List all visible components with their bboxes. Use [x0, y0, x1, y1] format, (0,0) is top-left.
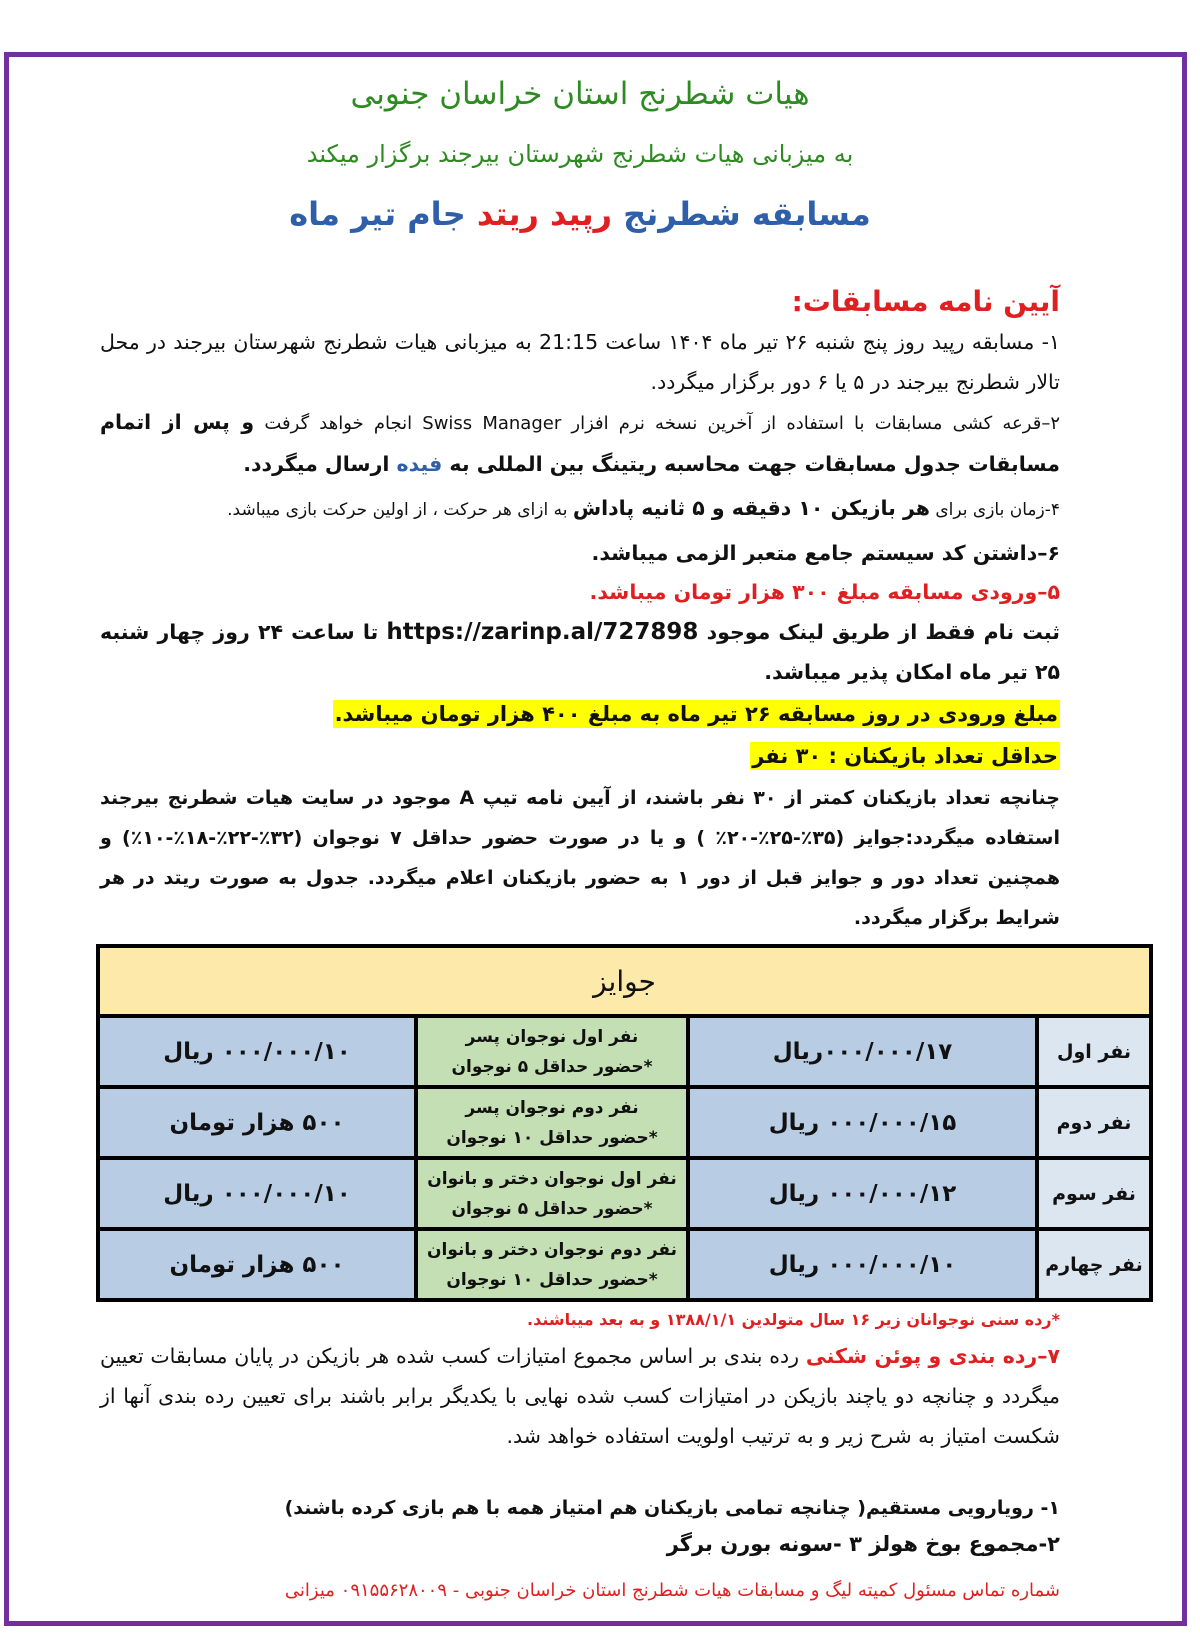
highlight-entry-fee: مبلغ ورودی در روز مسابقه ۲۶ تیر ماه به مبلغ ۴۰۰ هزار تومان میباشد.	[334, 702, 1058, 726]
prize-row	[98, 1016, 1151, 1087]
teen-prize-title: نفر اول نوجوان دختر و بانوان	[427, 1168, 677, 1189]
prize-row	[98, 1087, 1151, 1158]
registration-b: تا ساعت ۲۴ روز چهار شنبه ۲۵ تیر ماه امکان پذیر میباشد.	[100, 620, 1060, 684]
prize-rank: نفر اول	[1037, 1016, 1151, 1087]
rule-2-b: و پس از اتمام مسابقات جدول مسابقات جهت محاسبه ریتینگ بین المللی به	[100, 410, 1060, 476]
teen-prize-amount: ۵۰۰ هزار تومان	[98, 1229, 416, 1300]
teen-prize-amount: ۵۰۰ هزار تومان	[98, 1087, 416, 1158]
highlight-2-line	[100, 736, 1060, 776]
teen-prize-title: نفر اول نوجوان پسر	[465, 1026, 639, 1047]
teen-prize-title: نفر دوم نوجوان پسر	[465, 1097, 639, 1118]
tiebreak-1: ۱- رویارویی مستقیم( چنانچه تمامی بازیکنان هم امتیاز همه با هم بازی کرده باشند)	[284, 1497, 1060, 1519]
teen-prize-condition: *حضور حداقل ۱۰ نوجوان	[446, 1127, 658, 1148]
registration-a: ثبت نام فقط از طریق لینک موجود	[698, 620, 1060, 644]
rule-7-a: ۷–رده بندی و پوئن شکنی	[805, 1344, 1060, 1368]
rule-4-c: به ازای هر حرکت ، از اولین حرکت بازی میباشد.	[227, 500, 573, 520]
prize-rank: نفر سوم	[1037, 1158, 1151, 1229]
age-footnote: *رده سنی نوجوانان زیر ۱۶ سال متولدین ۱۳۸۸/۱/۱ و به بعد میباشند.	[527, 1310, 1060, 1329]
rule-2-a: ۲–قرعه کشی مسابقات با استفاده از آخرین نسخه نرم افزار Swiss Manager انجام خواهد گرفت	[254, 413, 1060, 434]
prize-amount: ۰۰۰/۰۰۰/۱۷ریال	[688, 1016, 1037, 1087]
rule-4-a: ۴-زمان بازی برای	[929, 500, 1060, 520]
teen-prize	[416, 1158, 688, 1229]
prize-row	[98, 1158, 1151, 1229]
teen-prize	[416, 1087, 688, 1158]
rules-title: آیین نامه مسابقات:	[791, 285, 1060, 318]
teen-prize-condition: *حضور حداقل ۵ نوجوان	[451, 1198, 653, 1219]
rule-1: ۱- مسابقه رپید روز پنج شنبه ۲۶ تیر ماه ۱۴۰۴ ساعت 21:15 به میزبانی هیات شطرنج شهرستان بیرجند در محل تالار شطرنج بیرجند در ۵ یا ۶ دور برگزار میگردد.	[100, 330, 1060, 394]
rule-6: ۶–داشتن کد سیستم جامع متعبر الزمی میباشد.	[591, 541, 1060, 565]
highlight-1-line	[100, 694, 1060, 734]
host-subtitle: به میزبانی هیات شطرنج شهرستان بیرجند برگزار میکند	[306, 140, 854, 168]
highlight-min-players: حداقل تعداد بازیکنان : ۳۰ نفر	[752, 744, 1058, 768]
tiebreak-2: ۲-مجموع بوخ هولز ۳ -سونه بورن برگر	[666, 1532, 1060, 1556]
prizes-title: جوایز	[98, 946, 1151, 1016]
prize-row	[98, 1229, 1151, 1300]
prize-amount: ۰۰۰/۰۰۰/۱۲ ریال	[688, 1158, 1037, 1229]
teen-prize-condition: *حضور حداقل ۱۰ نوجوان	[446, 1269, 658, 1290]
teen-prize-condition: *حضور حداقل ۵ نوجوان	[451, 1056, 653, 1077]
tournament-title-part2: رپید ریتد	[476, 195, 612, 233]
conditions: چنانچه تعداد بازیکنان کمتر از ۳۰ نفر باشند، از آیین نامه تیپ A موجود در سایت هیات شطرنج بیرجند استفاده میگردد:جوایز (۳۵٪-۲۵٪-۲۰٪ ) و یا در صورت حضور حداقل ۷ نوجوان (۳۲٪-۲۲٪-۱۸٪-۱۰٪) و همچنین تعداد دور و جوایز قبل از دور ۱ به حضور بازیکنان اعلام میگردد. جدول به صورت ریتد در هر شرایط برگزار میگردد.	[100, 787, 1060, 929]
contact-line: شماره تماس مسئول کمیته لیگ و مسابقات هیات شطرنج استان خراسان جنوبی - ۰۹۱۵۵۶۲۸۰۰۹ میزانی	[284, 1580, 1060, 1601]
teen-prize-title: نفر دوم نوجوان دختر و بانوان	[426, 1239, 678, 1260]
rule-7	[100, 1336, 1060, 1456]
teen-prize	[416, 1016, 688, 1087]
rule-2-d: ارسال میگردد.	[243, 452, 397, 476]
prize-amount: ۰۰۰/۰۰۰/۱۵ ریال	[688, 1087, 1037, 1158]
teen-prize-amount: ۰۰۰/۰۰۰/۱۰ ریال	[98, 1158, 416, 1229]
prizes-table	[96, 944, 1153, 1302]
rule-7-b: رده بندی بر اساس مجموع امتیازات کسب شده هر بازیکن در پایان مسابقات تعیین میگردد و چنانچه دو یاچند بازیکن در امتیازات کسب شده نهایی با یکدیگر برابر باشند برای تعیین رده بندی آنها از شکست امتیاز به شرح زیر و به ترتیب اولویت استفاده خواهد شد.	[100, 1344, 1060, 1448]
rule-2	[100, 402, 1060, 484]
tournament-title	[100, 195, 1060, 233]
teen-prize	[416, 1229, 688, 1300]
rule-4	[100, 488, 1060, 530]
rule-4-b: هر بازیکن ۱۰ دقیقه و ۵ ثانیه پاداش	[572, 496, 930, 520]
teen-prize-amount: ۰۰۰/۰۰۰/۱۰ ریال	[98, 1016, 416, 1087]
rule-5: ۵–ورودی مسابقه مبلغ ۳۰۰ هزار تومان میباشد.	[589, 580, 1060, 604]
federation-title: هیات شطرنج استان خراسان جنوبی	[350, 76, 810, 112]
prize-rank: نفر چهارم	[1037, 1229, 1151, 1300]
tournament-title-part1: مسابقه شطرنج	[612, 195, 871, 233]
registration-link[interactable]: https://zarinp.al/727898	[386, 619, 699, 645]
tournament-title-part3: جام تیر ماه	[289, 195, 477, 233]
prize-rank: نفر دوم	[1037, 1087, 1151, 1158]
prize-amount: ۰۰۰/۰۰۰/۱۰ ریال	[688, 1229, 1037, 1300]
registration	[100, 612, 1060, 692]
rule-2-fide: فیده	[396, 452, 443, 476]
